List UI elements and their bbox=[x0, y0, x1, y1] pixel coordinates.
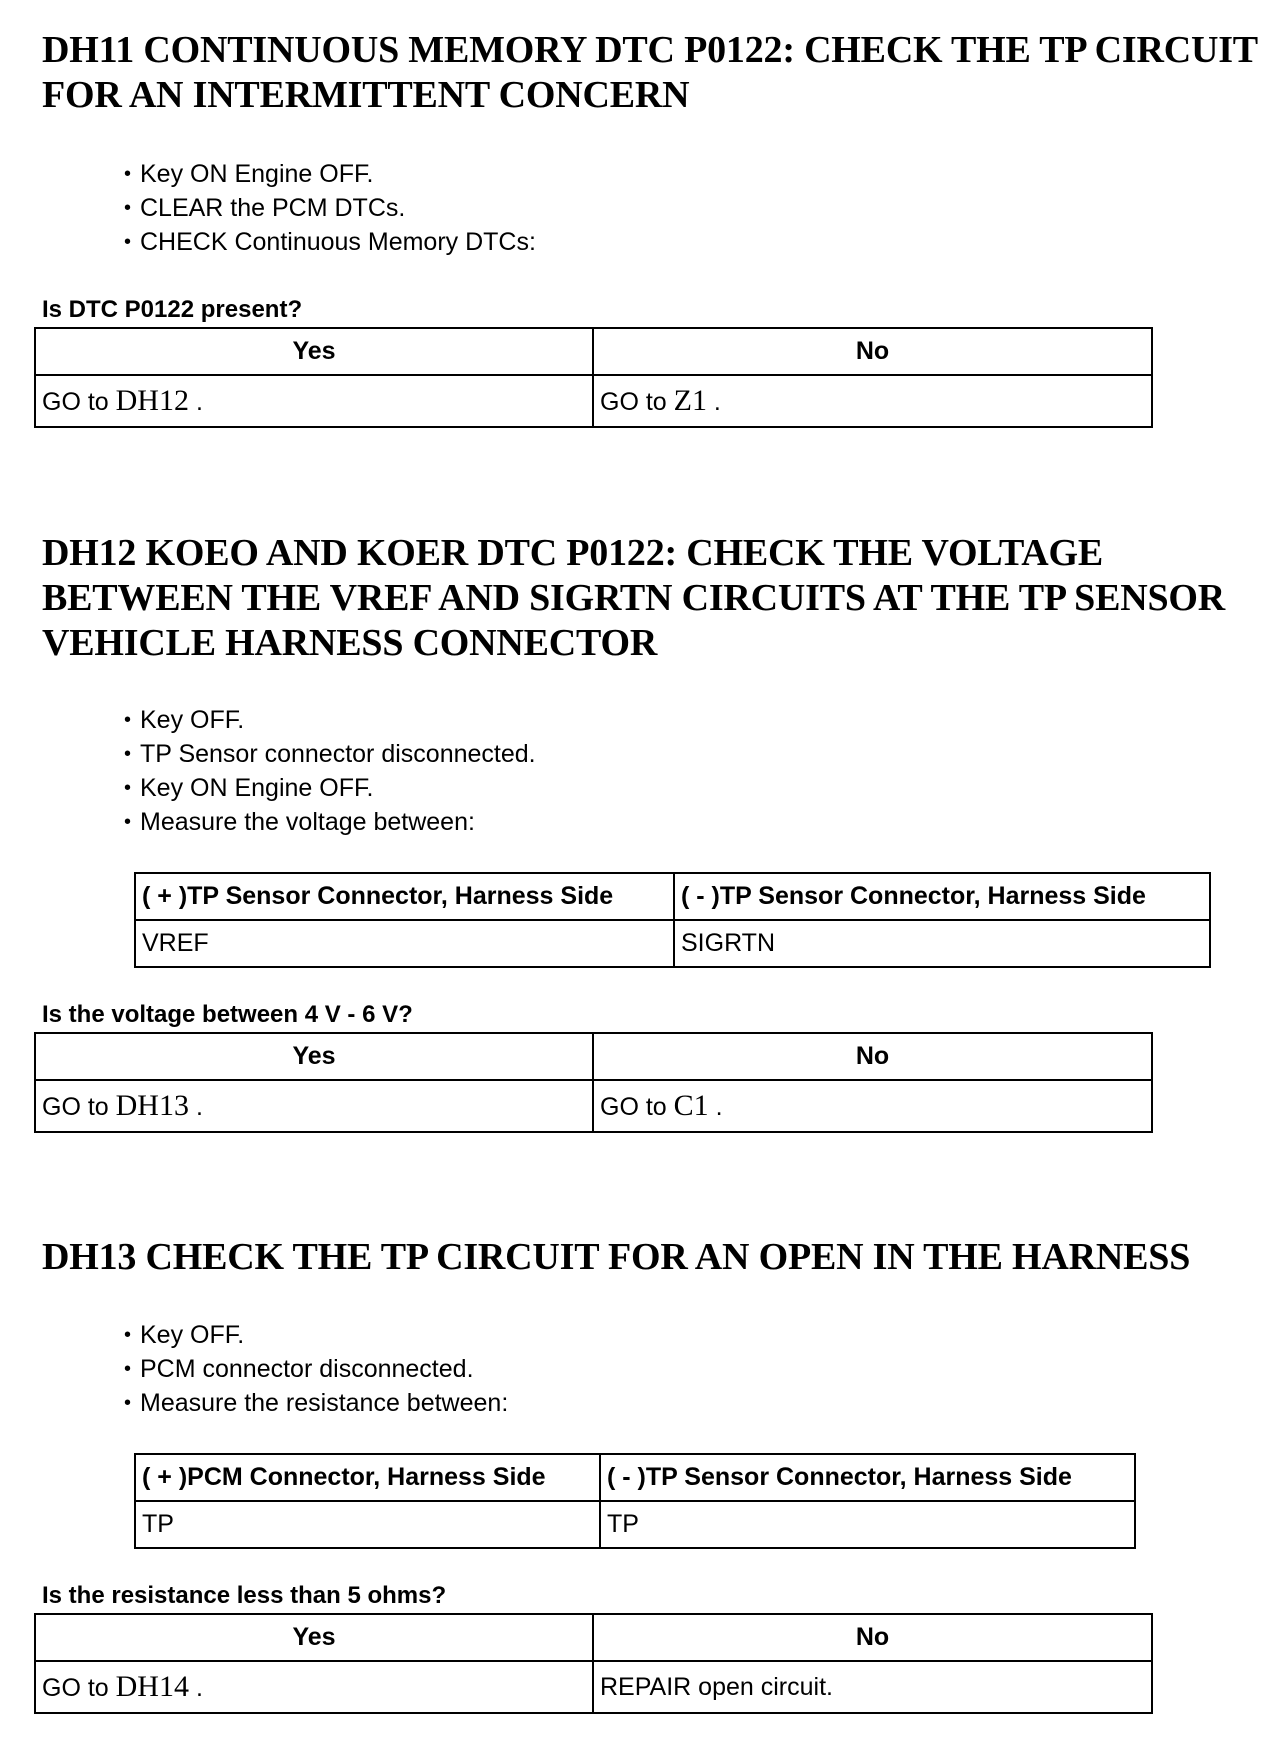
no-header: No bbox=[593, 1614, 1152, 1661]
list-item: • Key ON Engine OFF. bbox=[124, 771, 536, 805]
yes-header: Yes bbox=[35, 1033, 593, 1080]
dh13-title: DH13 CHECK THE TP CIRCUIT FOR AN OPEN IN THE HARNESS bbox=[42, 1236, 1191, 1278]
list-item: • Key OFF. bbox=[124, 703, 536, 737]
measure-col2-header: ( - )TP Sensor Connector, Harness Side bbox=[600, 1454, 1135, 1501]
dh13-measure-table bbox=[134, 1453, 1136, 1549]
yes-action: GO to DH14 . bbox=[35, 1661, 593, 1713]
no-action: REPAIR open circuit. bbox=[593, 1661, 1152, 1713]
dh11-decision-table bbox=[34, 327, 1153, 428]
dh13-question: Is the resistance less than 5 ohms? bbox=[42, 1582, 447, 1609]
yes-action: GO to DH12 . bbox=[35, 375, 593, 427]
list-item: • PCM connector disconnected. bbox=[124, 1352, 508, 1386]
measure-col1-header: ( + )TP Sensor Connector, Harness Side bbox=[135, 873, 674, 920]
dh12-title: DH12 KOEO AND KOER DTC P0122: CHECK THE VOLTAGE BETWEEN THE VREF AND SIGRTN CIRCUITS AT THE TP SENSOR VEHICLE HARNESS CONNECTOR bbox=[42, 532, 1225, 664]
yes-action: GO to DH13 . bbox=[35, 1080, 593, 1132]
dh11-title: DH11 CONTINUOUS MEMORY DTC P0122: CHECK THE TP CIRCUIT FOR AN INTERMITTENT CONCERN bbox=[42, 29, 1258, 116]
measure-col2-value: TP bbox=[600, 1501, 1135, 1548]
dh11-question: Is DTC P0122 present? bbox=[42, 296, 303, 323]
dh12-question: Is the voltage between 4 V - 6 V? bbox=[42, 1001, 413, 1028]
step-link-z1[interactable]: Z1 bbox=[673, 384, 707, 417]
no-action: GO to Z1 . bbox=[593, 375, 1152, 427]
list-item: • CLEAR the PCM DTCs. bbox=[124, 191, 536, 225]
dh13-decision-table bbox=[34, 1613, 1153, 1714]
measure-col1-value: TP bbox=[135, 1501, 600, 1548]
step-link-c1[interactable]: C1 bbox=[673, 1089, 709, 1122]
no-header: No bbox=[593, 1033, 1152, 1080]
no-action: GO to C1 . bbox=[593, 1080, 1152, 1132]
yes-header: Yes bbox=[35, 328, 593, 375]
measure-col1-header: ( + )PCM Connector, Harness Side bbox=[135, 1454, 600, 1501]
step-link-dh12[interactable]: DH12 bbox=[115, 384, 189, 417]
step-link-dh14[interactable]: DH14 bbox=[115, 1670, 189, 1703]
dh11-steps bbox=[124, 157, 536, 259]
no-header: No bbox=[593, 328, 1152, 375]
dh12-steps bbox=[124, 703, 536, 839]
measure-col2-value: SIGRTN bbox=[674, 920, 1210, 967]
list-item: • Measure the voltage between: bbox=[124, 805, 536, 839]
list-item: • TP Sensor connector disconnected. bbox=[124, 737, 536, 771]
list-item: • Key ON Engine OFF. bbox=[124, 157, 536, 191]
dh12-decision-table bbox=[34, 1032, 1153, 1133]
list-item: • Measure the resistance between: bbox=[124, 1386, 508, 1420]
list-item: • Key OFF. bbox=[124, 1318, 508, 1352]
dh13-steps bbox=[124, 1318, 508, 1420]
measure-col2-header: ( - )TP Sensor Connector, Harness Side bbox=[674, 873, 1210, 920]
measure-col1-value: VREF bbox=[135, 920, 674, 967]
step-link-dh13[interactable]: DH13 bbox=[115, 1089, 189, 1122]
yes-header: Yes bbox=[35, 1614, 593, 1661]
list-item: • CHECK Continuous Memory DTCs: bbox=[124, 225, 536, 259]
dh12-measure-table bbox=[134, 872, 1211, 968]
